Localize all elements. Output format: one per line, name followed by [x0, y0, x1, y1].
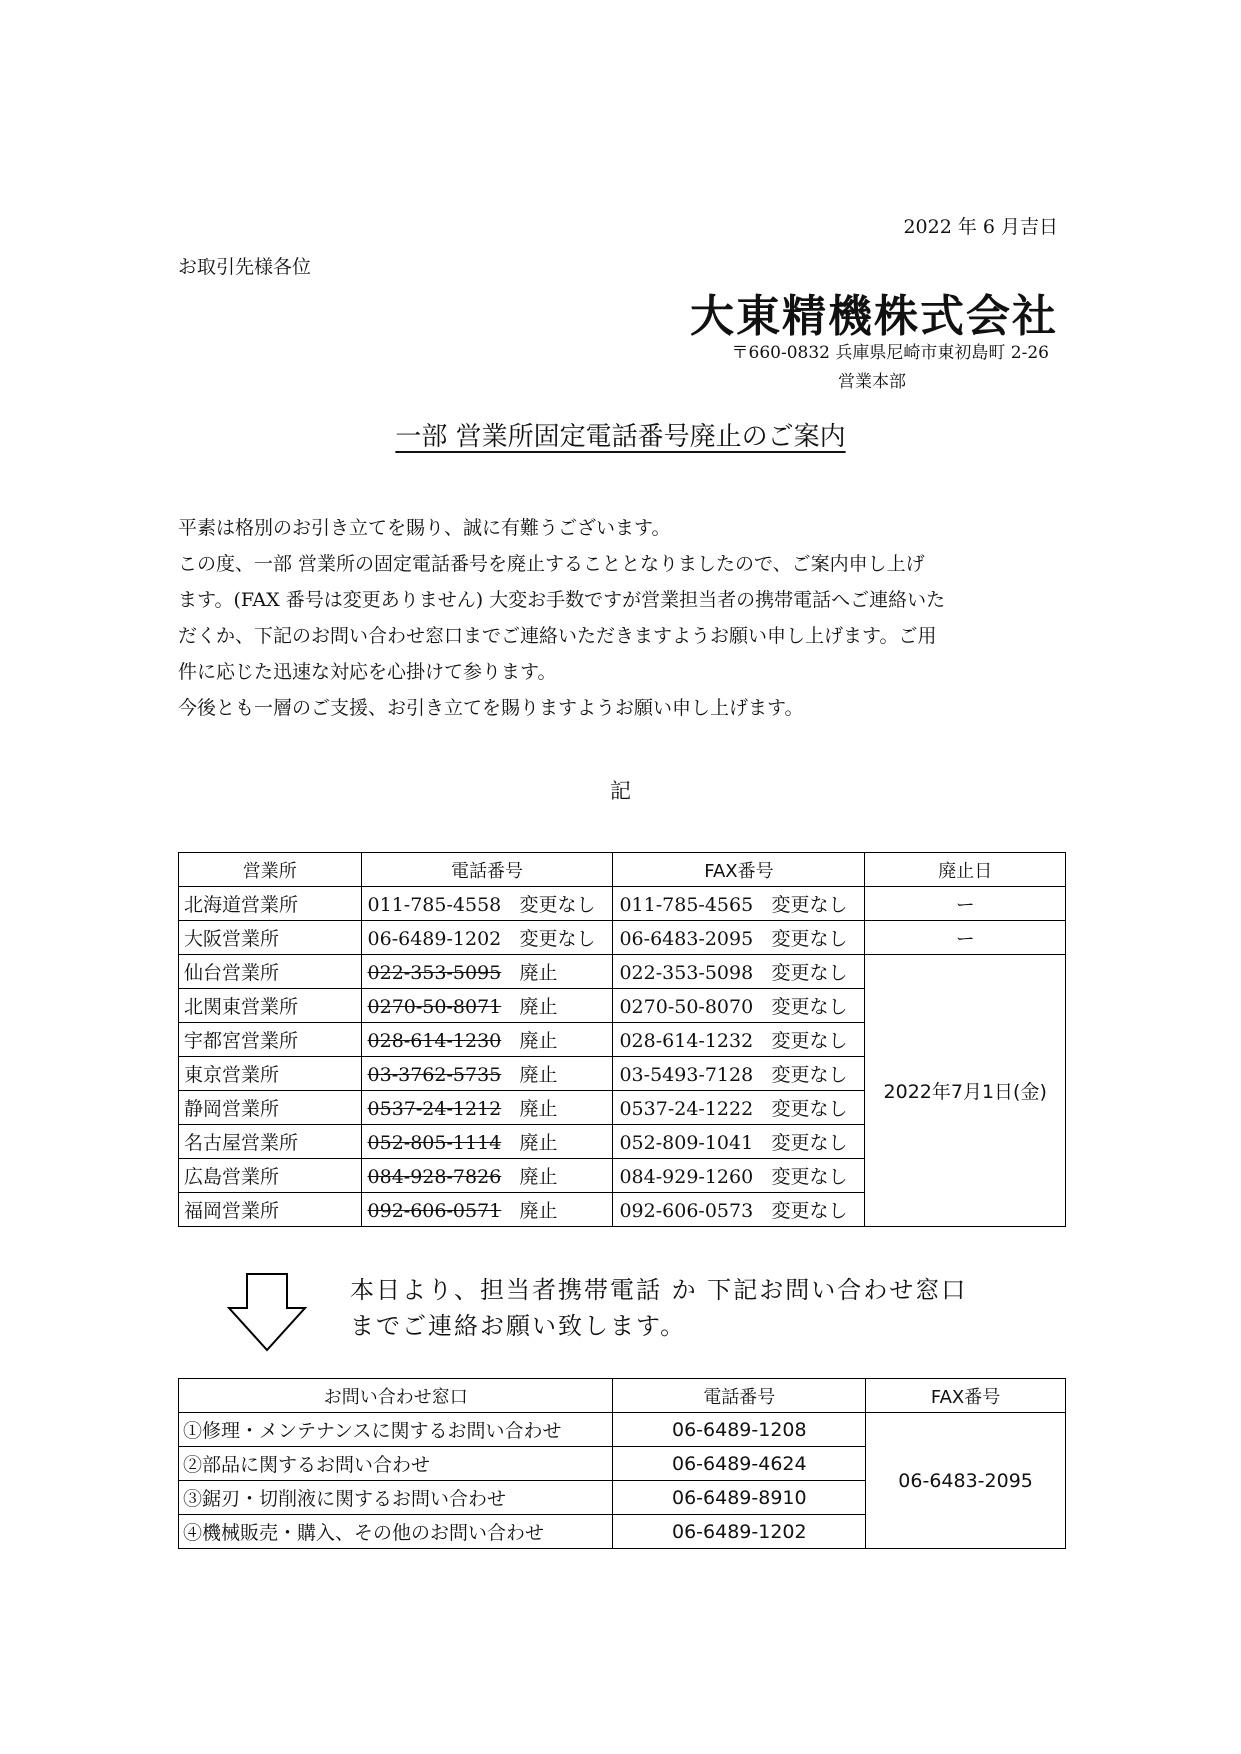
tel-status: 廃止: [519, 1064, 558, 1086]
table-row: [179, 955, 1066, 989]
body-line: ます。(FAX 番号は変更ありません) 大変お手数ですが営業担当者の携帯電話へご連絡いた: [178, 589, 946, 611]
fax-number: 084-929-1260: [619, 1166, 754, 1188]
tel-cell: [361, 921, 613, 955]
tel-cell: [361, 1091, 613, 1125]
fax-status: 変更なし: [771, 1030, 848, 1052]
tel-cell: [361, 887, 613, 921]
table-row: [179, 1413, 1066, 1447]
office-name: 広島営業所: [179, 1159, 362, 1193]
fax-cell: [613, 989, 865, 1023]
contact-tel: 06-6489-8910: [613, 1481, 866, 1515]
tel-number: 028-614-1230: [367, 1030, 502, 1052]
office-name: 宇都宮営業所: [179, 1023, 362, 1057]
office-name: 北関東営業所: [179, 989, 362, 1023]
ki-heading: 記: [610, 779, 631, 803]
contact-table: [178, 1378, 1066, 1549]
fax-status: 変更なし: [771, 894, 848, 916]
fax-cell: [613, 921, 865, 955]
tel-cell: [361, 955, 613, 989]
tel-number: 092-606-0571: [367, 1200, 502, 1222]
fax-cell: [613, 1193, 865, 1227]
fax-cell: [613, 1091, 865, 1125]
document-date: 2022 年 6 月吉日: [903, 216, 1058, 238]
fax-number: 011-785-4565: [619, 894, 754, 916]
department: 営業本部: [838, 372, 906, 392]
office-name: 名古屋営業所: [179, 1125, 362, 1159]
contact-label: ①修理・メンテナンスに関するお問い合わせ: [179, 1413, 613, 1447]
fax-number: 06-6483-2095: [619, 928, 754, 950]
office-name: 大阪営業所: [179, 921, 362, 955]
fax-number: 052-809-1041: [619, 1132, 754, 1154]
no-abolish-mark: ー: [865, 921, 1066, 955]
tel-status: 廃止: [519, 1030, 558, 1052]
tel-status: 変更なし: [519, 928, 596, 950]
contact-label: ③鋸刃・切削液に関するお問い合わせ: [179, 1481, 613, 1515]
document-title: 一部 営業所固定電話番号廃止のご案内: [395, 422, 846, 452]
fax-number: 0537-24-1222: [619, 1098, 754, 1120]
tel-cell: [361, 1057, 613, 1091]
fax-status: 変更なし: [771, 962, 848, 984]
company-address: 〒660-0832 兵庫県尼崎市東初島町 2-26: [731, 343, 1049, 363]
body-line: 平素は格別のお引き立てを賜り、誠に有難うございます。: [178, 517, 671, 539]
fax-cell: [613, 1125, 865, 1159]
contact-label: ②部品に関するお問い合わせ: [179, 1447, 613, 1481]
tel-status: 廃止: [519, 1200, 558, 1222]
tel-status: 廃止: [519, 1098, 558, 1120]
tel-cell: [361, 1159, 613, 1193]
no-abolish-mark: ー: [865, 887, 1066, 921]
office-name: 北海道営業所: [179, 887, 362, 921]
tel-cell: [361, 1193, 613, 1227]
header-contact: お問い合わせ窓口: [179, 1379, 613, 1413]
fax-number: 022-353-5098: [619, 962, 754, 984]
tel-number: 06-6489-1202: [367, 928, 502, 950]
office-name: 福岡営業所: [179, 1193, 362, 1227]
tel-number: 084-928-7826: [367, 1166, 502, 1188]
document-title-wrap: [0, 416, 1241, 453]
fax-number: 092-606-0573: [619, 1200, 754, 1222]
table-header-row: [179, 1379, 1066, 1413]
contact-fax: 06-6483-2095: [866, 1413, 1066, 1549]
company-name: 大東精機株式会社: [690, 291, 1058, 342]
office-table: [178, 852, 1066, 1227]
body-line: 今後とも一層のご支援、お引き立てを賜りますようお願い申し上げます。: [178, 697, 804, 719]
tel-number: 011-785-4558: [367, 894, 502, 916]
body-text: [178, 510, 1068, 726]
fax-status: 変更なし: [771, 1200, 848, 1222]
tel-number: 022-353-5095: [367, 962, 502, 984]
notice-text: [350, 1272, 967, 1344]
addressee: お取引先様各位: [178, 256, 312, 278]
fax-status: 変更なし: [771, 1098, 848, 1120]
contact-tel: 06-6489-4624: [613, 1447, 866, 1481]
office-name: 東京営業所: [179, 1057, 362, 1091]
contact-tel: 06-6489-1202: [613, 1515, 866, 1549]
fax-cell: [613, 1057, 865, 1091]
tel-number: 052-805-1114: [367, 1132, 502, 1154]
fax-cell: [613, 1159, 865, 1193]
tel-number: 03-3762-5735: [367, 1064, 502, 1086]
tel-cell: [361, 1125, 613, 1159]
header-office: 営業所: [179, 853, 362, 887]
table-row: [179, 887, 1066, 921]
fax-status: 変更なし: [771, 928, 848, 950]
fax-number: 0270-50-8070: [619, 996, 754, 1018]
down-arrow-icon: [225, 1272, 309, 1354]
tel-number: 0537-24-1212: [367, 1098, 502, 1120]
tel-status: 廃止: [519, 996, 558, 1018]
header-tel: 電話番号: [613, 1379, 866, 1413]
fax-cell: [613, 955, 865, 989]
tel-cell: [361, 989, 613, 1023]
fax-cell: [613, 1023, 865, 1057]
header-tel: 電話番号: [361, 853, 613, 887]
fax-status: 変更なし: [771, 1132, 848, 1154]
fax-cell: [613, 887, 865, 921]
office-name: 静岡営業所: [179, 1091, 362, 1125]
fax-number: 03-5493-7128: [619, 1064, 754, 1086]
body-line: この度、一部 営業所の固定電話番号を廃止することとなりましたので、ご案内申し上げ: [178, 553, 925, 575]
abolish-date: 2022年7月1日(金): [865, 955, 1066, 1227]
notice-line: までご連絡お願い致します。: [350, 1312, 687, 1340]
fax-status: 変更なし: [771, 1064, 848, 1086]
fax-status: 変更なし: [771, 1166, 848, 1188]
office-name: 仙台営業所: [179, 955, 362, 989]
header-abolish-date: 廃止日: [865, 853, 1066, 887]
tel-cell: [361, 1023, 613, 1057]
table-header-row: [179, 853, 1066, 887]
contact-tel: 06-6489-1208: [613, 1413, 866, 1447]
contact-label: ④機械販売・購入、その他のお問い合わせ: [179, 1515, 613, 1549]
tel-number: 0270-50-8071: [367, 996, 502, 1018]
table-row: [179, 921, 1066, 955]
fax-number: 028-614-1232: [619, 1030, 754, 1052]
notice-line: 本日より、担当者携帯電話 か 下記お問い合わせ窓口: [350, 1276, 968, 1304]
body-line: だくか、下記のお問い合わせ窓口までご連絡いただきますようお願い申し上げます。ご用: [178, 625, 937, 647]
header-fax: FAX番号: [613, 853, 865, 887]
tel-status: 廃止: [519, 1166, 558, 1188]
tel-status: 廃止: [519, 1132, 558, 1154]
header-fax: FAX番号: [866, 1379, 1066, 1413]
tel-status: 廃止: [519, 962, 558, 984]
fax-status: 変更なし: [771, 996, 848, 1018]
body-line: 件に応じた迅速な対応を心掛けて参ります。: [178, 661, 557, 683]
tel-status: 変更なし: [519, 894, 596, 916]
